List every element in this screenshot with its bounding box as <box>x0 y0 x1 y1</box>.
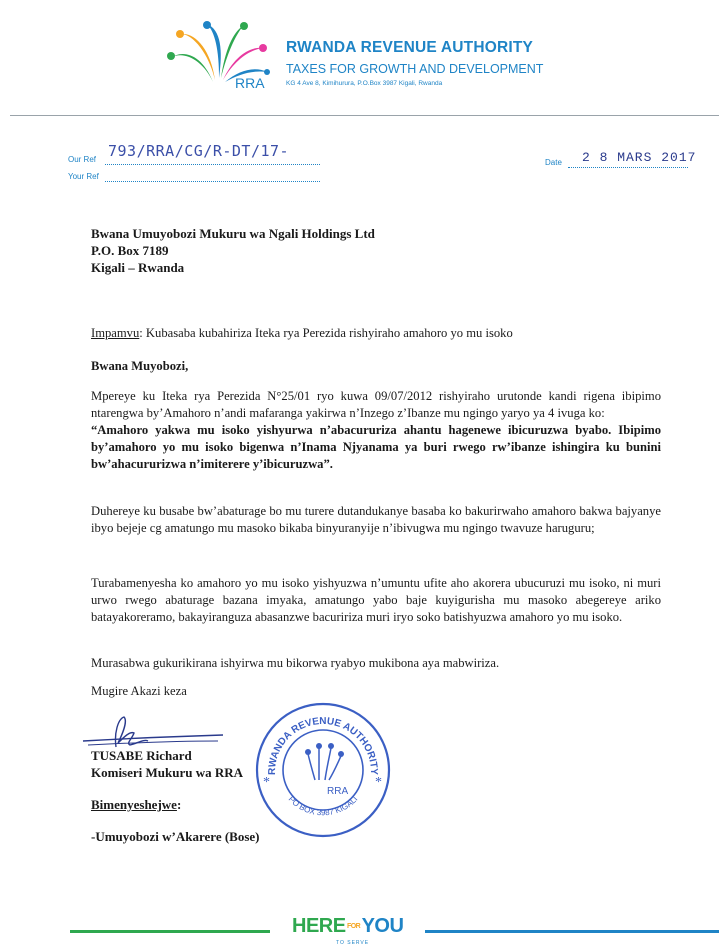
cc-heading <box>91 797 181 813</box>
paragraph-1-intro: Mpereye ku Iteka rya Perezida N°25/01 ryo kuwa 09/07/2012 rishyiraho urutonde kandi rigena ibipimo ntarengwa by’Amahoro n’andi mafaranga yakirwa n’Inzego z’Ibanze mu ngingo yaryo ya 4 ivuga ko: <box>91 389 661 420</box>
recipient-line-1: Bwana Umuyobozi Mukuru wa Ngali Holdings Ltd <box>91 226 375 241</box>
paragraph-1-quote: “Amahoro yakwa mu isoko yishyurwa n’abacururiza ahantu hagenewe ibicuruzwa byabo. Ibipimo by’amahoro yo mu isoko bigenwa n’Inama Njyanama ya buri rwego rw’ibanze ishingira ku bunini bw’ahacururizwa n’imiterere y’ibicuruzwa”. <box>91 423 661 471</box>
recipient-line-2: P.O. Box 7189 <box>91 243 169 258</box>
cc-item: -Umuyobozi w’Akarere (Bose) <box>91 829 260 844</box>
footer-here: HERE <box>292 915 346 937</box>
recipient-line-3: Kigali – Rwanda <box>91 260 185 275</box>
our-ref-label: Our Ref <box>68 155 97 164</box>
svg-text:PO BOX 3987 KIGALI: PO BOX 3987 KIGALI <box>286 794 360 818</box>
closing: Mugire Akazi keza <box>91 684 187 698</box>
subject-line <box>91 325 661 342</box>
subject-text: : Kubasaba kubahiriza Iteka rya Perezida rishyiraho amahoro yo mu isoko <box>139 326 513 340</box>
svg-text:RWANDA REVENUE AUTHORITY: RWANDA REVENUE AUTHORITY <box>266 715 380 776</box>
subject-label: Impamvu <box>91 326 140 340</box>
your-ref-label: Your Ref <box>68 172 99 181</box>
footer-serve: TO SERVE <box>336 940 370 946</box>
date-line <box>568 167 688 168</box>
paragraph-1 <box>91 388 661 473</box>
svg-text:*: * <box>375 775 382 790</box>
cc-label: Bimenyeshejwe <box>91 797 177 812</box>
footer-line-left <box>70 930 270 933</box>
date-label: Date <box>545 158 562 167</box>
our-ref-line <box>105 164 320 165</box>
footer-for: FOR <box>346 923 361 931</box>
your-ref-line <box>105 181 320 182</box>
salutation: Bwana Muyobozi, <box>91 359 189 373</box>
svg-text:*: * <box>263 775 270 790</box>
org-address: KG 4 Ave 8, Kimihurura, P.O.Box 3987 Kigali, Rwanda <box>286 80 443 87</box>
header-divider <box>10 115 719 116</box>
signatory-name: TUSABE Richard <box>91 748 192 763</box>
our-ref-value: 793/RRA/CG/R-DT/17- <box>108 142 290 160</box>
paragraph-3: Turabamenyesha ko amahoro yo mu isoko yishyuzwa n’umuntu ufite aho akorera ubucuruzi mu isoko, ni muri urwo rwego abaturage bazana imyaka, amatungo yabo baje kuyigurisha mu masoko abegereye ariko batayakoreramo, bakayiranguza abasanzwe bacuririza muri iryo soko batishyuzwa amahoro yo mu isoko. <box>91 576 661 624</box>
paragraph-2: Duhereye ku busabe bw’abaturage bo mu turere dutandukanye basaba ko bakurirwaho amahoro bakwa bajyanye ibyo bejeje cg amatungo mu masoko bikaba binyuranyije n’ibivugwa mu ngingo twavuze haruguru; <box>91 504 661 535</box>
signatory-title: Komiseri Mukuru wa RRA <box>91 765 244 780</box>
svg-text:RRA: RRA <box>235 75 265 91</box>
footer-line-right <box>425 930 719 933</box>
paragraph-4: Murasabwa gukurikirana ishyirwa mu bikorwa ryabyo mukibona aya mabwiriza. <box>91 656 500 670</box>
footer-slogan <box>292 915 403 938</box>
date-stamp: 2 8 MARS 2017 <box>582 150 697 165</box>
svg-text:RRA: RRA <box>327 786 349 797</box>
official-seal-icon <box>253 700 393 840</box>
org-tagline: TAXES FOR GROWTH AND DEVELOPMENT <box>286 62 544 76</box>
rra-logo-icon <box>163 20 275 92</box>
cc-colon: : <box>176 797 182 812</box>
footer-you: YOU <box>361 915 404 937</box>
org-name: RWANDA REVENUE AUTHORITY <box>286 39 534 56</box>
